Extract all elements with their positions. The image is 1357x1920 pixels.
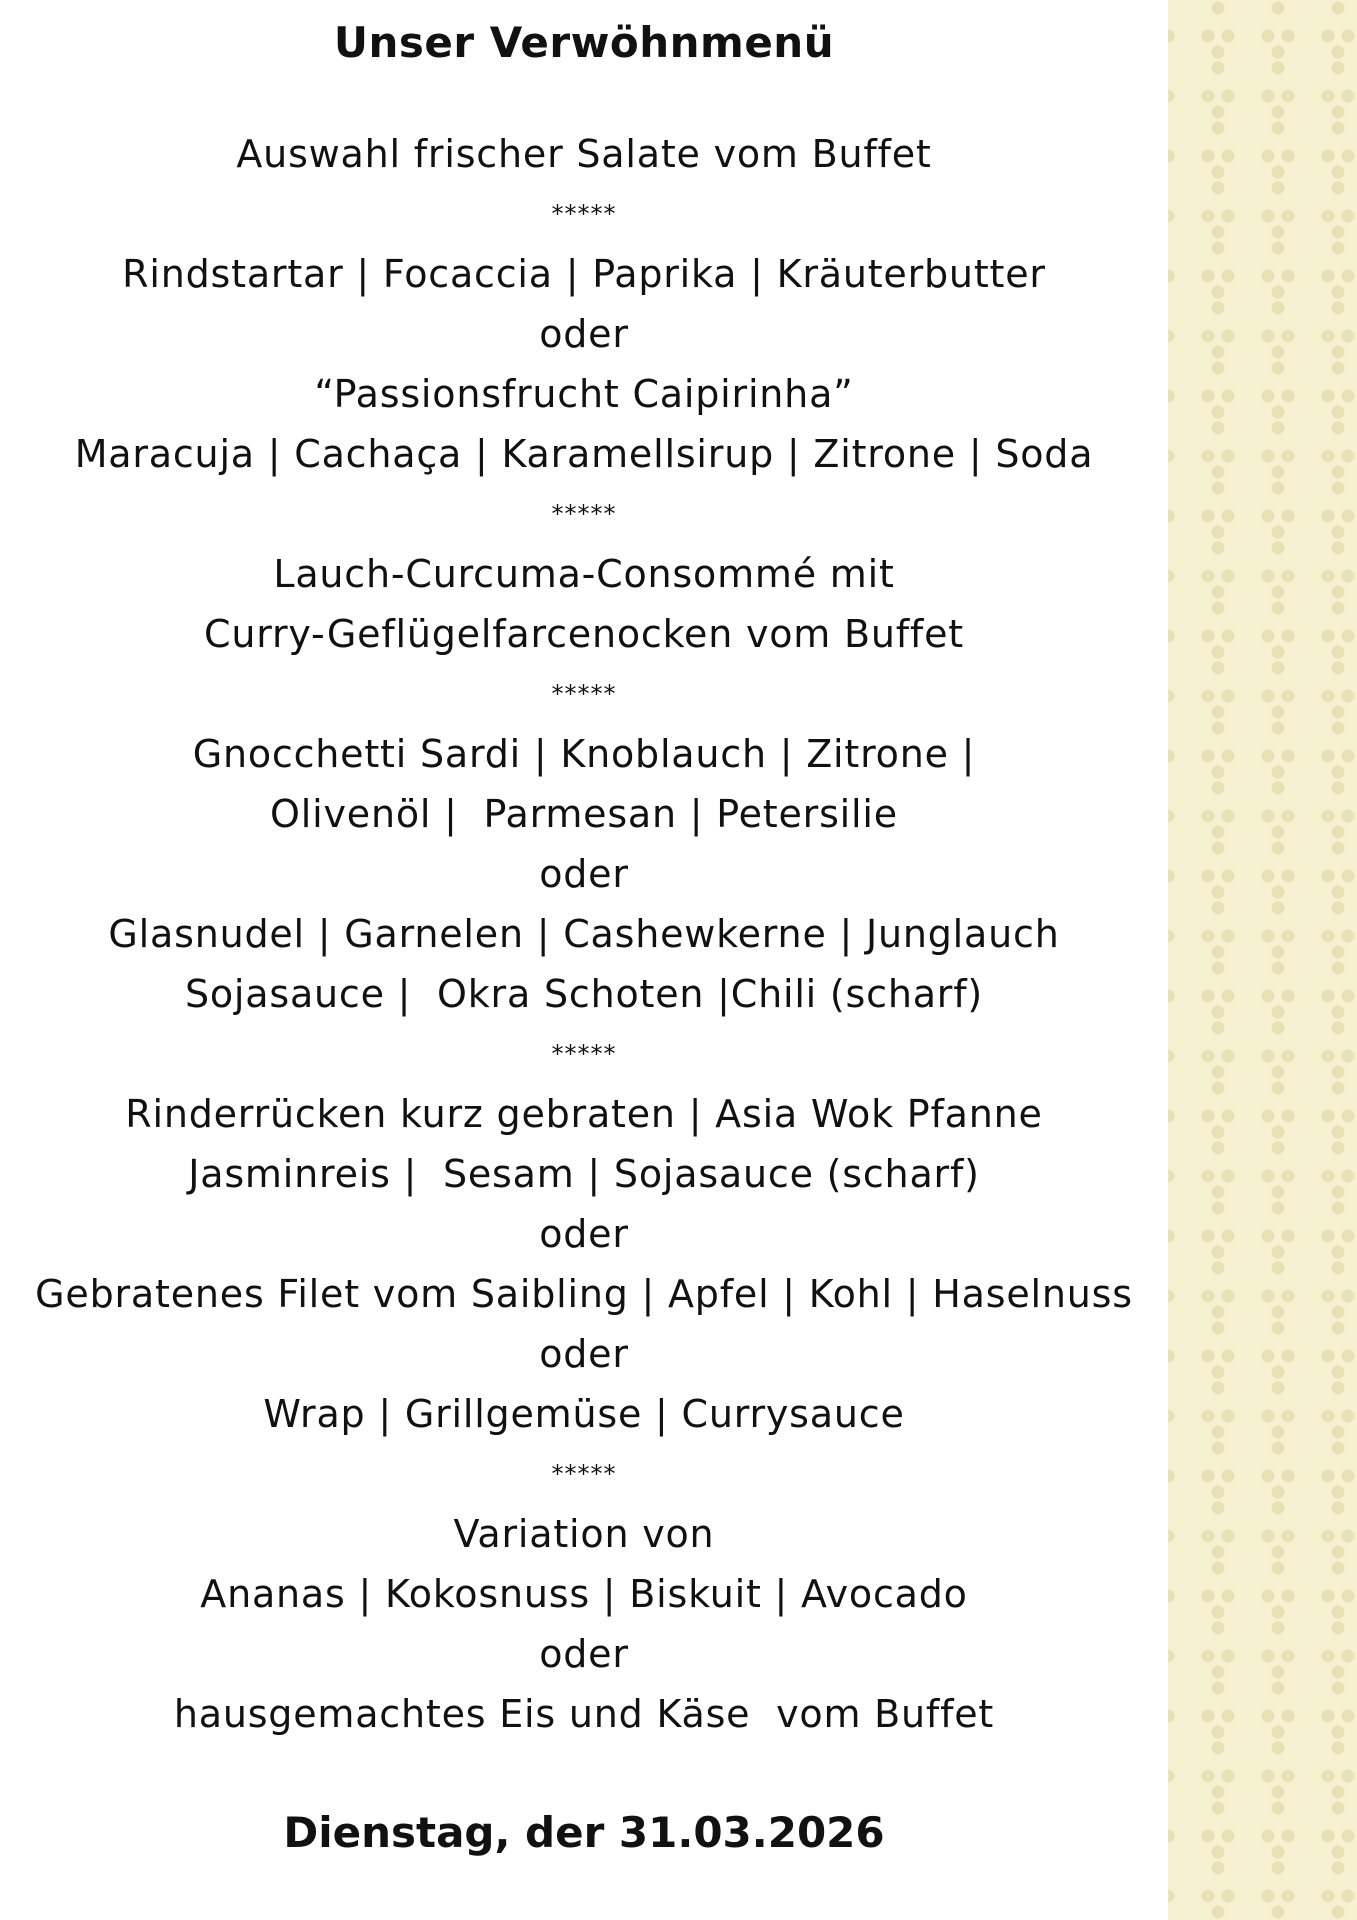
- menu-line-caipirinha-ingredients: Maracuja | Cachaça | Karamellsirup | Zitrone | Soda: [74, 432, 1094, 476]
- menu-line-caipirinha-title: “Passionsfrucht Caipirinha”: [314, 372, 854, 416]
- menu-line-rinderruecken: Rinderrücken kurz gebraten | Asia Wok Pfanne: [125, 1092, 1043, 1136]
- menu-line-oder: oder: [539, 1332, 629, 1376]
- menu-line-saibling: Gebratenes Filet vom Saibling | Apfel | Kohl | Haselnuss: [35, 1272, 1133, 1316]
- menu-line-oder: oder: [539, 1632, 629, 1676]
- course-separator: *****: [551, 500, 617, 528]
- menu-date: Dienstag, der 31.03.2026: [283, 1808, 885, 1857]
- menu-line-glasnudel: Glasnudel | Garnelen | Cashewkerne | Junglauch: [108, 912, 1060, 956]
- menu-line-gnocchetti-detail: Olivenöl | Parmesan | Petersilie: [270, 792, 898, 836]
- menu-line-dessert-ingredients: Ananas | Kokosnuss | Biskuit | Avocado: [200, 1572, 968, 1616]
- menu-line-salad: Auswahl frischer Salate vom Buffet: [236, 132, 932, 176]
- course-separator: *****: [551, 200, 617, 228]
- menu-line-gnocchetti: Gnocchetti Sardi | Knoblauch | Zitrone |: [192, 732, 976, 776]
- menu-line-oder: oder: [539, 1212, 629, 1256]
- menu-line-wrap: Wrap | Grillgemüse | Currysauce: [263, 1392, 905, 1436]
- decorative-side-panel: [1168, 0, 1357, 1920]
- menu-line-consomme: Lauch-Curcuma-Consommé mit: [273, 552, 895, 596]
- menu-line-dessert-title: Variation von: [453, 1512, 715, 1556]
- menu-line-tartar: Rindstartar | Focaccia | Paprika | Kräuterbutter: [122, 252, 1046, 296]
- menu-line-rinderruecken-detail: Jasminreis | Sesam | Sojasauce (scharf): [188, 1152, 980, 1196]
- menu-title: Unser Verwöhnmenü: [333, 18, 835, 67]
- menu-line-consomme-detail: Curry-Geflügelfarcenocken vom Buffet: [204, 612, 964, 656]
- course-separator: *****: [551, 1040, 617, 1068]
- course-separator: *****: [551, 1460, 617, 1488]
- menu-line-glasnudel-detail: Sojasauce | Okra Schoten |Chili (scharf): [184, 972, 984, 1016]
- menu-line-oder: oder: [539, 312, 629, 356]
- menu-line-eis-kaese: hausgemachtes Eis und Käse vom Buffet: [173, 1692, 995, 1736]
- menu-lines: [0, 124, 1168, 1744]
- course-separator: *****: [551, 680, 617, 708]
- menu-line-oder: oder: [539, 852, 629, 896]
